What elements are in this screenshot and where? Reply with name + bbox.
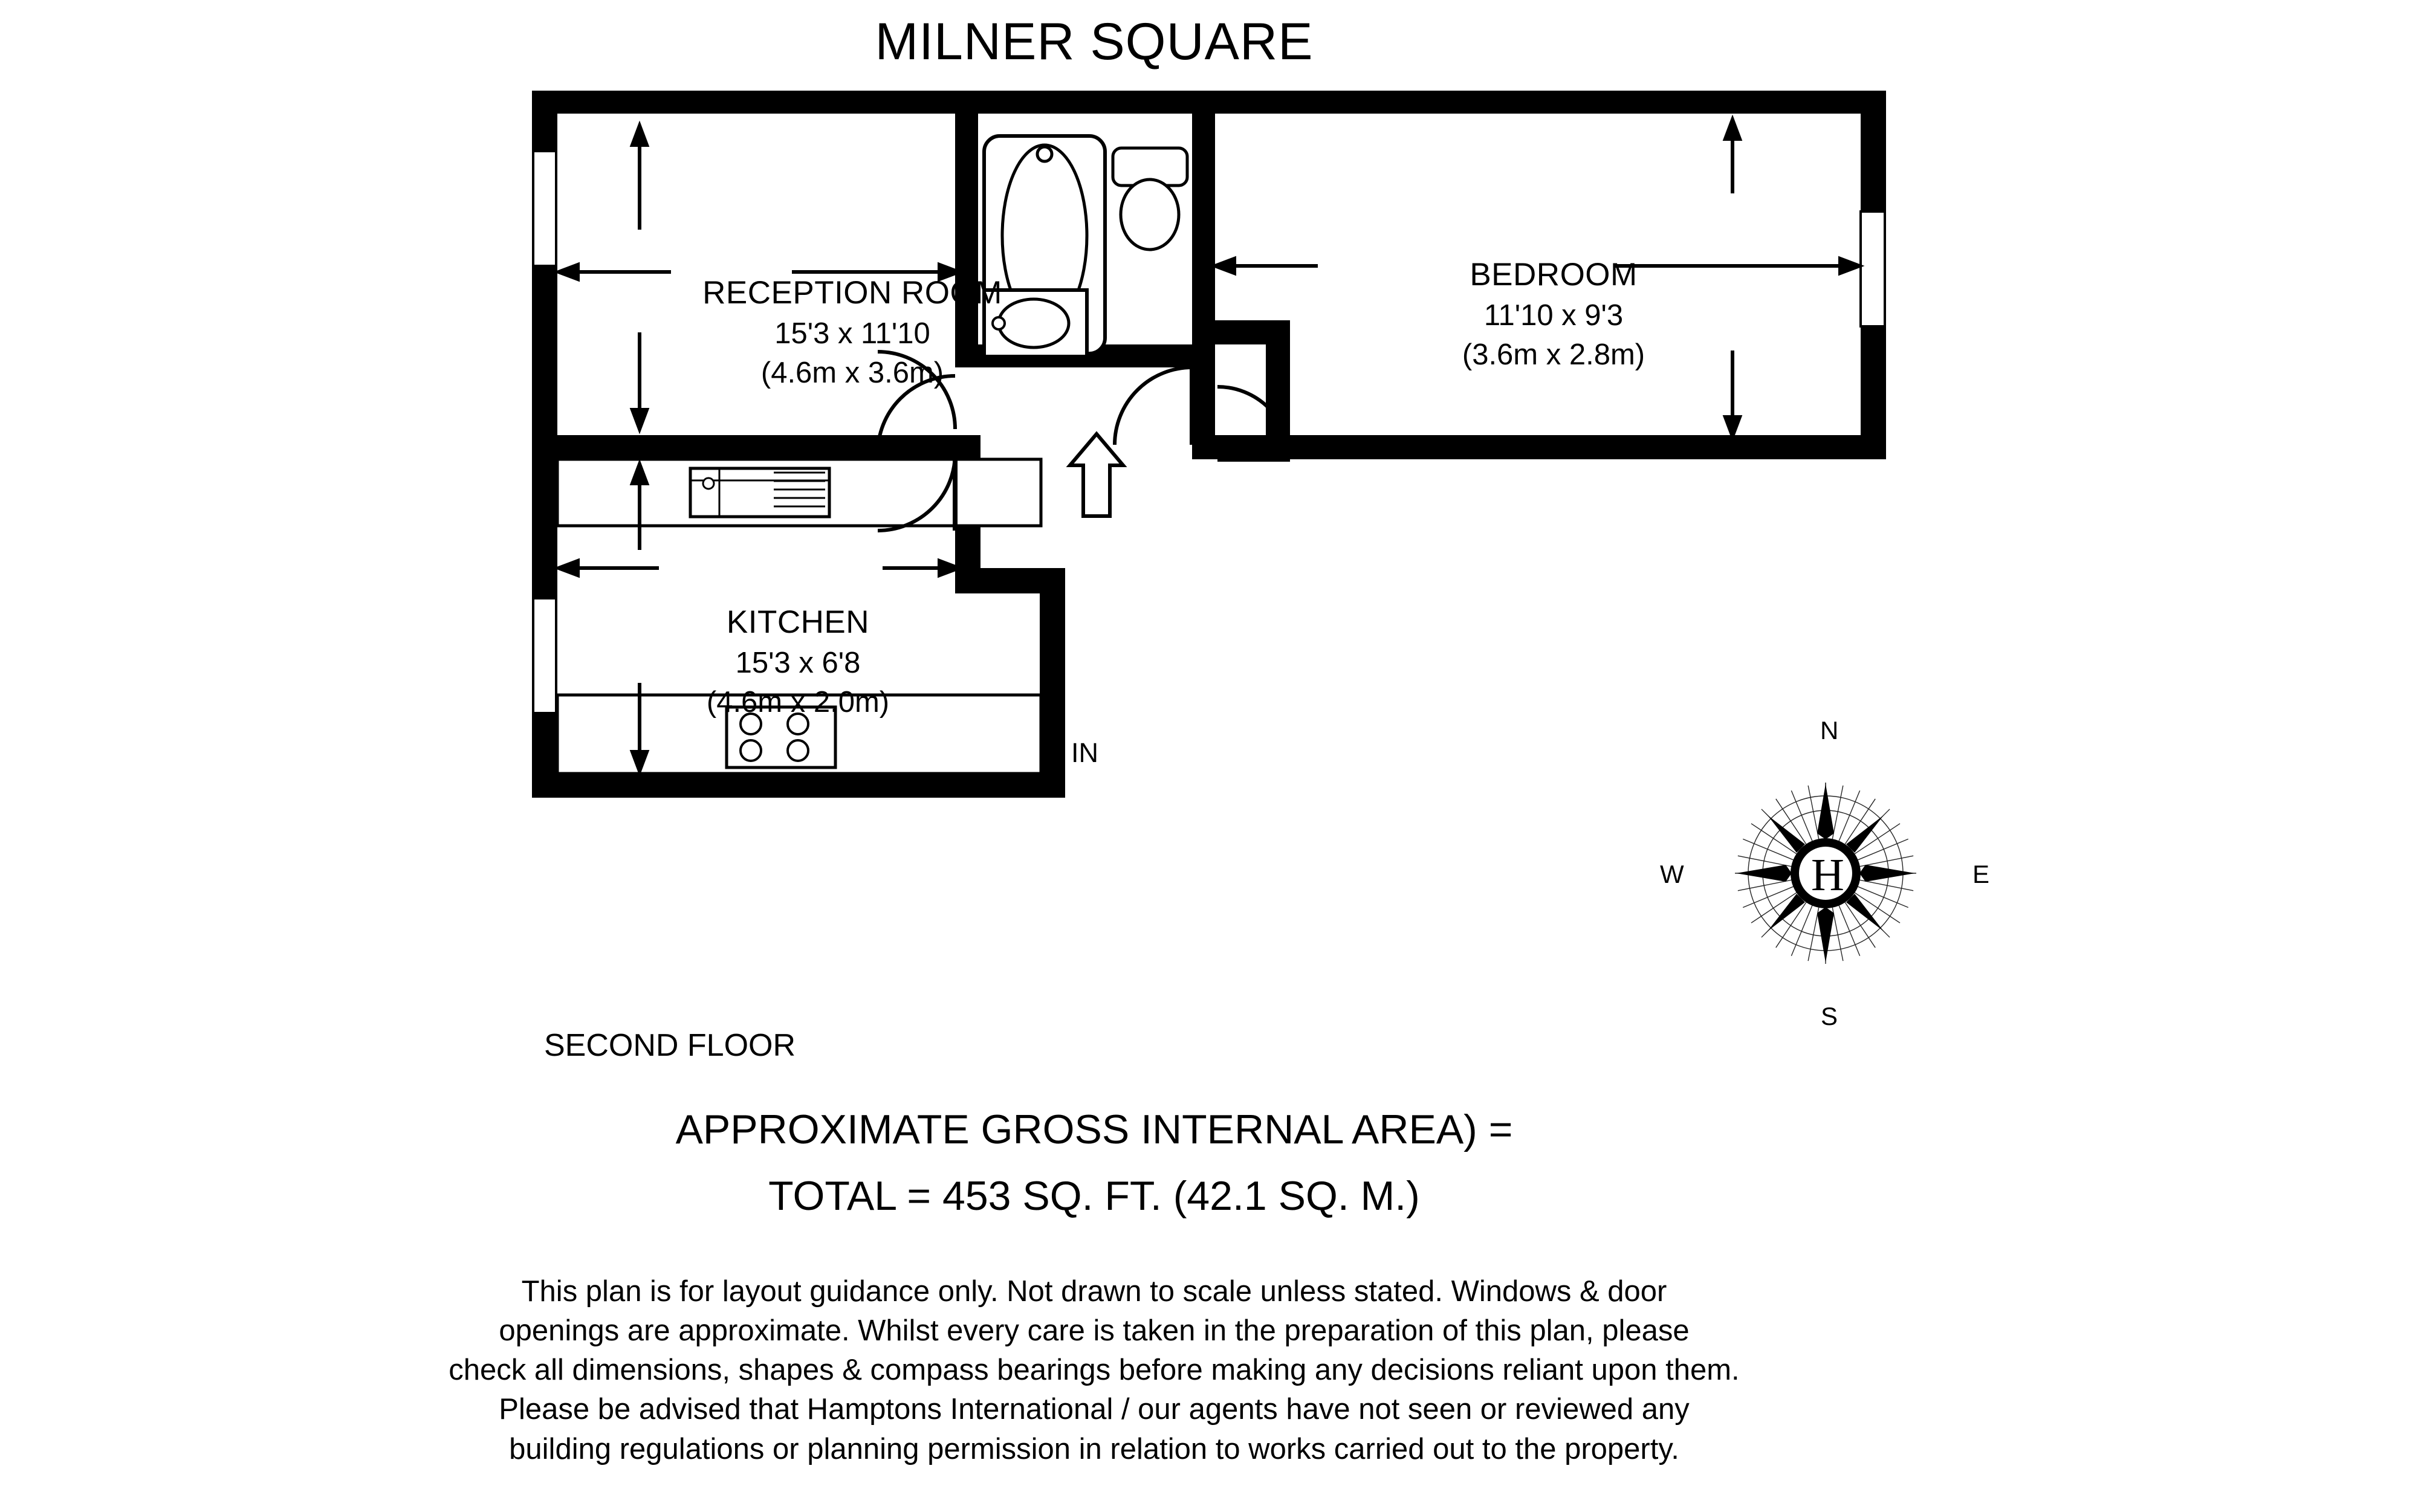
entrance-label: IN (1071, 737, 1098, 768)
compass-east-label: E (1972, 860, 1990, 888)
room-label-kitchen: KITCHEN 15'3 x 6'8 (4.6m x 2.0m) (706, 604, 890, 719)
compass-center-letter: H (1811, 850, 1844, 900)
compass-rose (1656, 716, 1995, 1033)
disclaimer-line: This plan is for layout guidance only. Not drawn to scale unless stated. Windows & door (521, 1275, 1667, 1308)
disclaimer-line: openings are approximate. Whilst every care is taken in the preparation of this plan, please (499, 1314, 1690, 1348)
floor-caption: SECOND FLOOR (544, 1028, 796, 1063)
disclaimer-line: check all dimensions, shapes & compass bearings before making any decisions reliant upon them. (449, 1354, 1740, 1387)
room-label-reception: RECEPTION ROOM 15'3 x 11'10 (4.6m x 3.6m) (702, 275, 1002, 389)
compass-south-label: S (1821, 1002, 1838, 1030)
compass-north-label: N (1820, 716, 1839, 745)
disclaimer-line: Please be advised that Hamptons International / our agents have not seen or reviewed any (499, 1393, 1690, 1426)
disclaimer-text (0, 1272, 2303, 1469)
compass-west-label: W (1660, 860, 1684, 888)
room-label-bedroom: BEDROOM 11'10 x 9'3 (3.6m x 2.8m) (1462, 257, 1645, 371)
entrance-arrow (1070, 434, 1123, 516)
disclaimer-line: building regulations or planning permission in relation to works carried out to the property. (509, 1432, 1679, 1465)
area-summary (0, 1106, 2303, 1220)
page-title: MILNER SQUARE (875, 13, 1314, 71)
area-line-1: APPROXIMATE GROSS INTERNAL AREA) = (675, 1107, 1513, 1152)
area-line-2: TOTAL = 453 SQ. FT. (42.1 SQ. M.) (768, 1173, 1420, 1219)
